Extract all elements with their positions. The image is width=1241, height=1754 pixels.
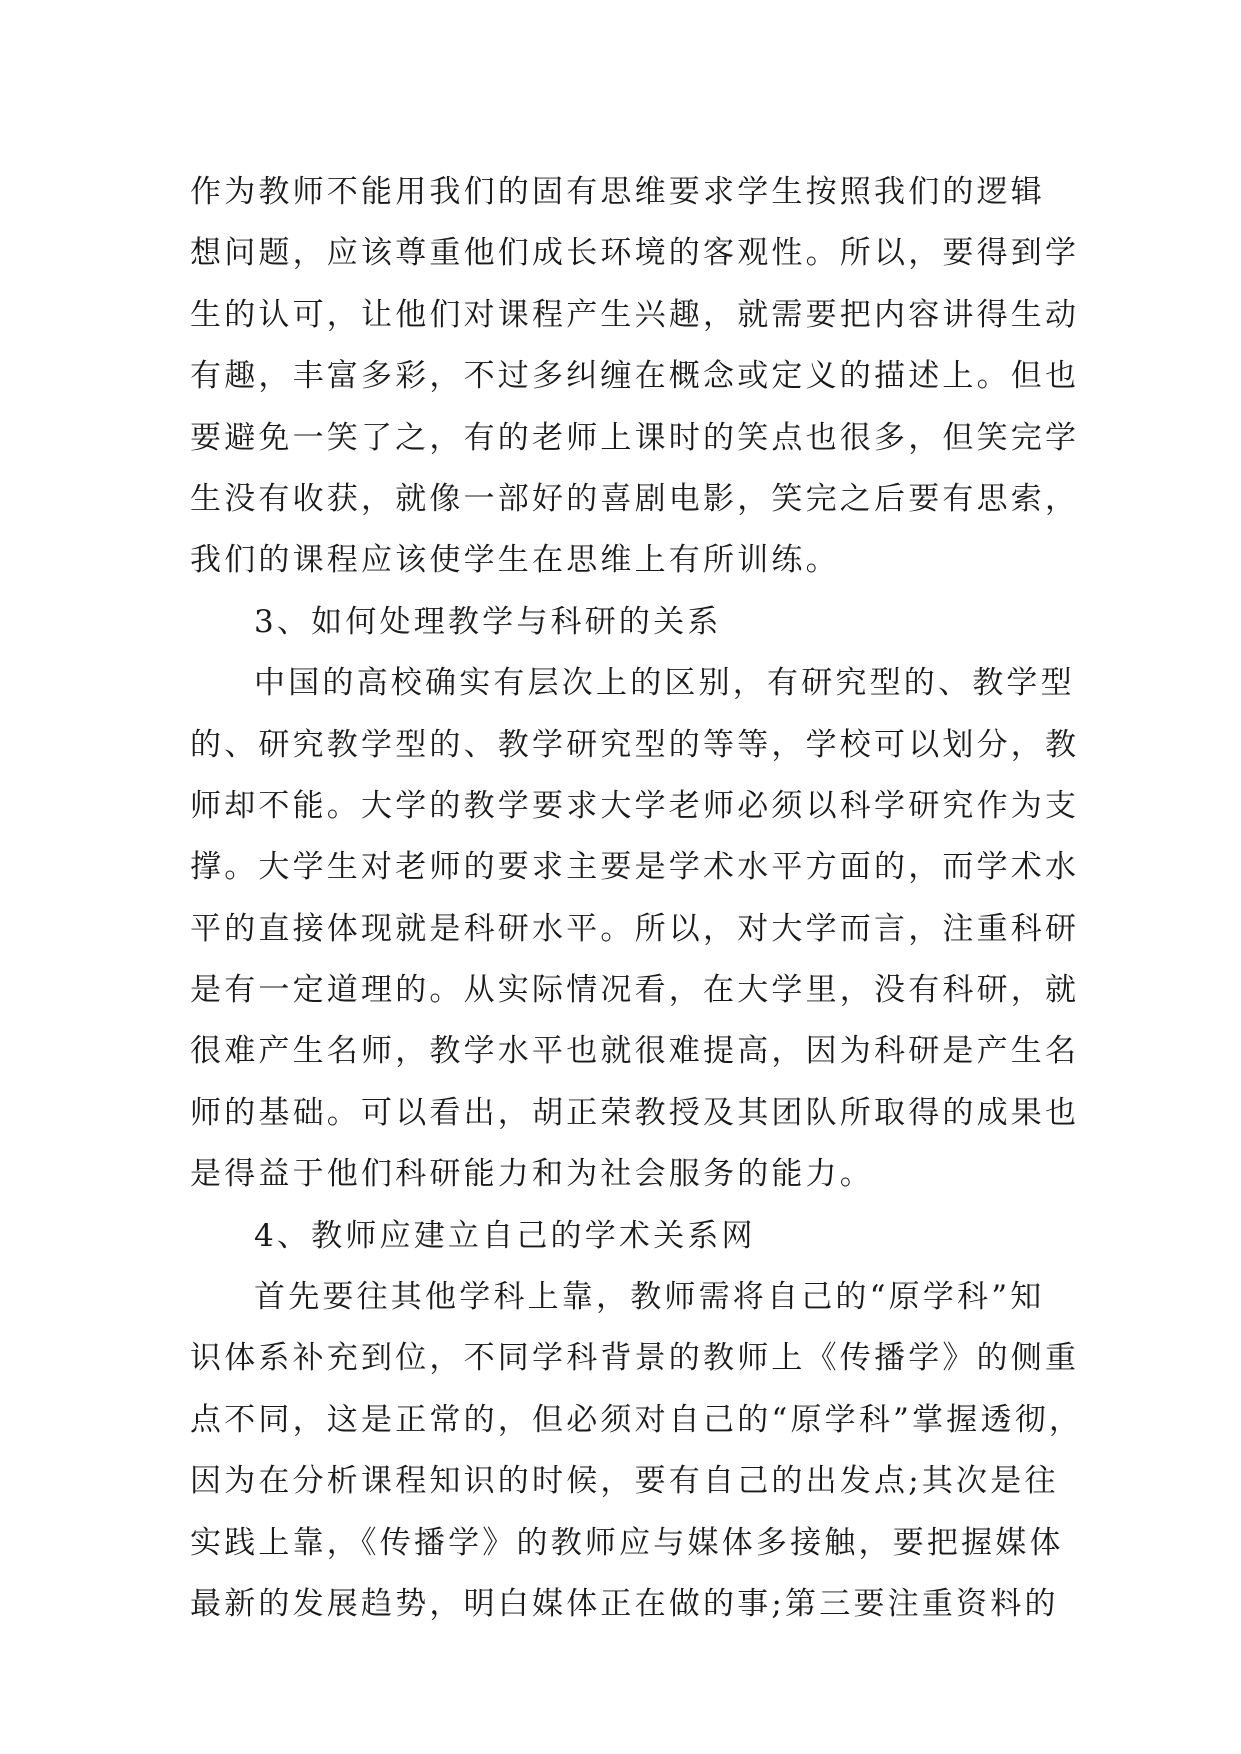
text-line: 的、研究教学型的、教学研究型的等等，学校可以划分，教 [190, 726, 1080, 763]
text-line: 很难产生名师，教学水平也就很难提高，因为科研是产生名 [190, 1033, 1080, 1070]
text-line: 平的直接体现就是科研水平。所以，对大学而言，注重科研 [190, 910, 1080, 947]
text-line: 最新的发展趋势，明白媒体正在做的事;第三要注重资料的 [190, 1585, 1059, 1622]
text-line: 师却不能。大学的教学要求大学老师必须以科学研究作为支 [190, 787, 1080, 824]
text-line: 中国的高校确实有层次上的区别，有研究型的、教学型 [254, 665, 1075, 702]
text-line: 撑。大学生对老师的要求主要是学术水平方面的，而学术水 [190, 849, 1080, 886]
text-line: 实践上靠，《传播学》的教师应与媒体多接触，要把握媒体 [190, 1524, 1064, 1561]
text-line: 有趣，丰富多彩，不过多纠缠在概念或定义的描述上。但也 [190, 358, 1080, 395]
text-line: 是得益于他们科研能力和为社会服务的能力。 [190, 1156, 874, 1193]
text-line: 4、教师应建立自己的学术关系网 [254, 1217, 756, 1254]
text-line: 作为教师不能用我们的固有思维要求学生按照我们的逻辑 [190, 174, 1045, 210]
text-line: 要避免一笑了之，有的老师上课时的笑点也很多，但笑完学 [190, 419, 1080, 456]
text-line: 识体系补充到位，不同学科背景的教师上《传播学》的侧重 [190, 1340, 1080, 1377]
text-line: 3、如何处理教学与科研的关系 [254, 603, 722, 640]
text-line: 生没有收获，就像一部好的喜剧电影，笑完之后要有思索， [190, 480, 1080, 517]
body-text [190, 162, 1084, 1635]
text-line: 因为在分析课程知识的时候，要有自己的出发点;其次是往 [190, 1463, 1059, 1500]
text-line: 是有一定道理的。从实际情况看，在大学里，没有科研，就 [190, 972, 1080, 1009]
text-line: 首先要往其他学科上靠，教师需将自己的“原学科”知 [254, 1279, 1045, 1316]
text-line: 生的认可，让他们对课程产生兴趣，就需要把内容讲得生动 [190, 296, 1080, 333]
text-line: 我们的课程应该使学生在思维上有所训练。 [190, 542, 840, 579]
text-line: 想问题，应该尊重他们成长环境的客观性。所以，要得到学 [190, 235, 1080, 272]
text-line: 点不同，这是正常的，但必须对自己的“原学科”掌握透彻， [190, 1401, 1084, 1438]
text-line: 师的基础。可以看出，胡正荣教授及其团队所取得的成果也 [190, 1094, 1080, 1131]
